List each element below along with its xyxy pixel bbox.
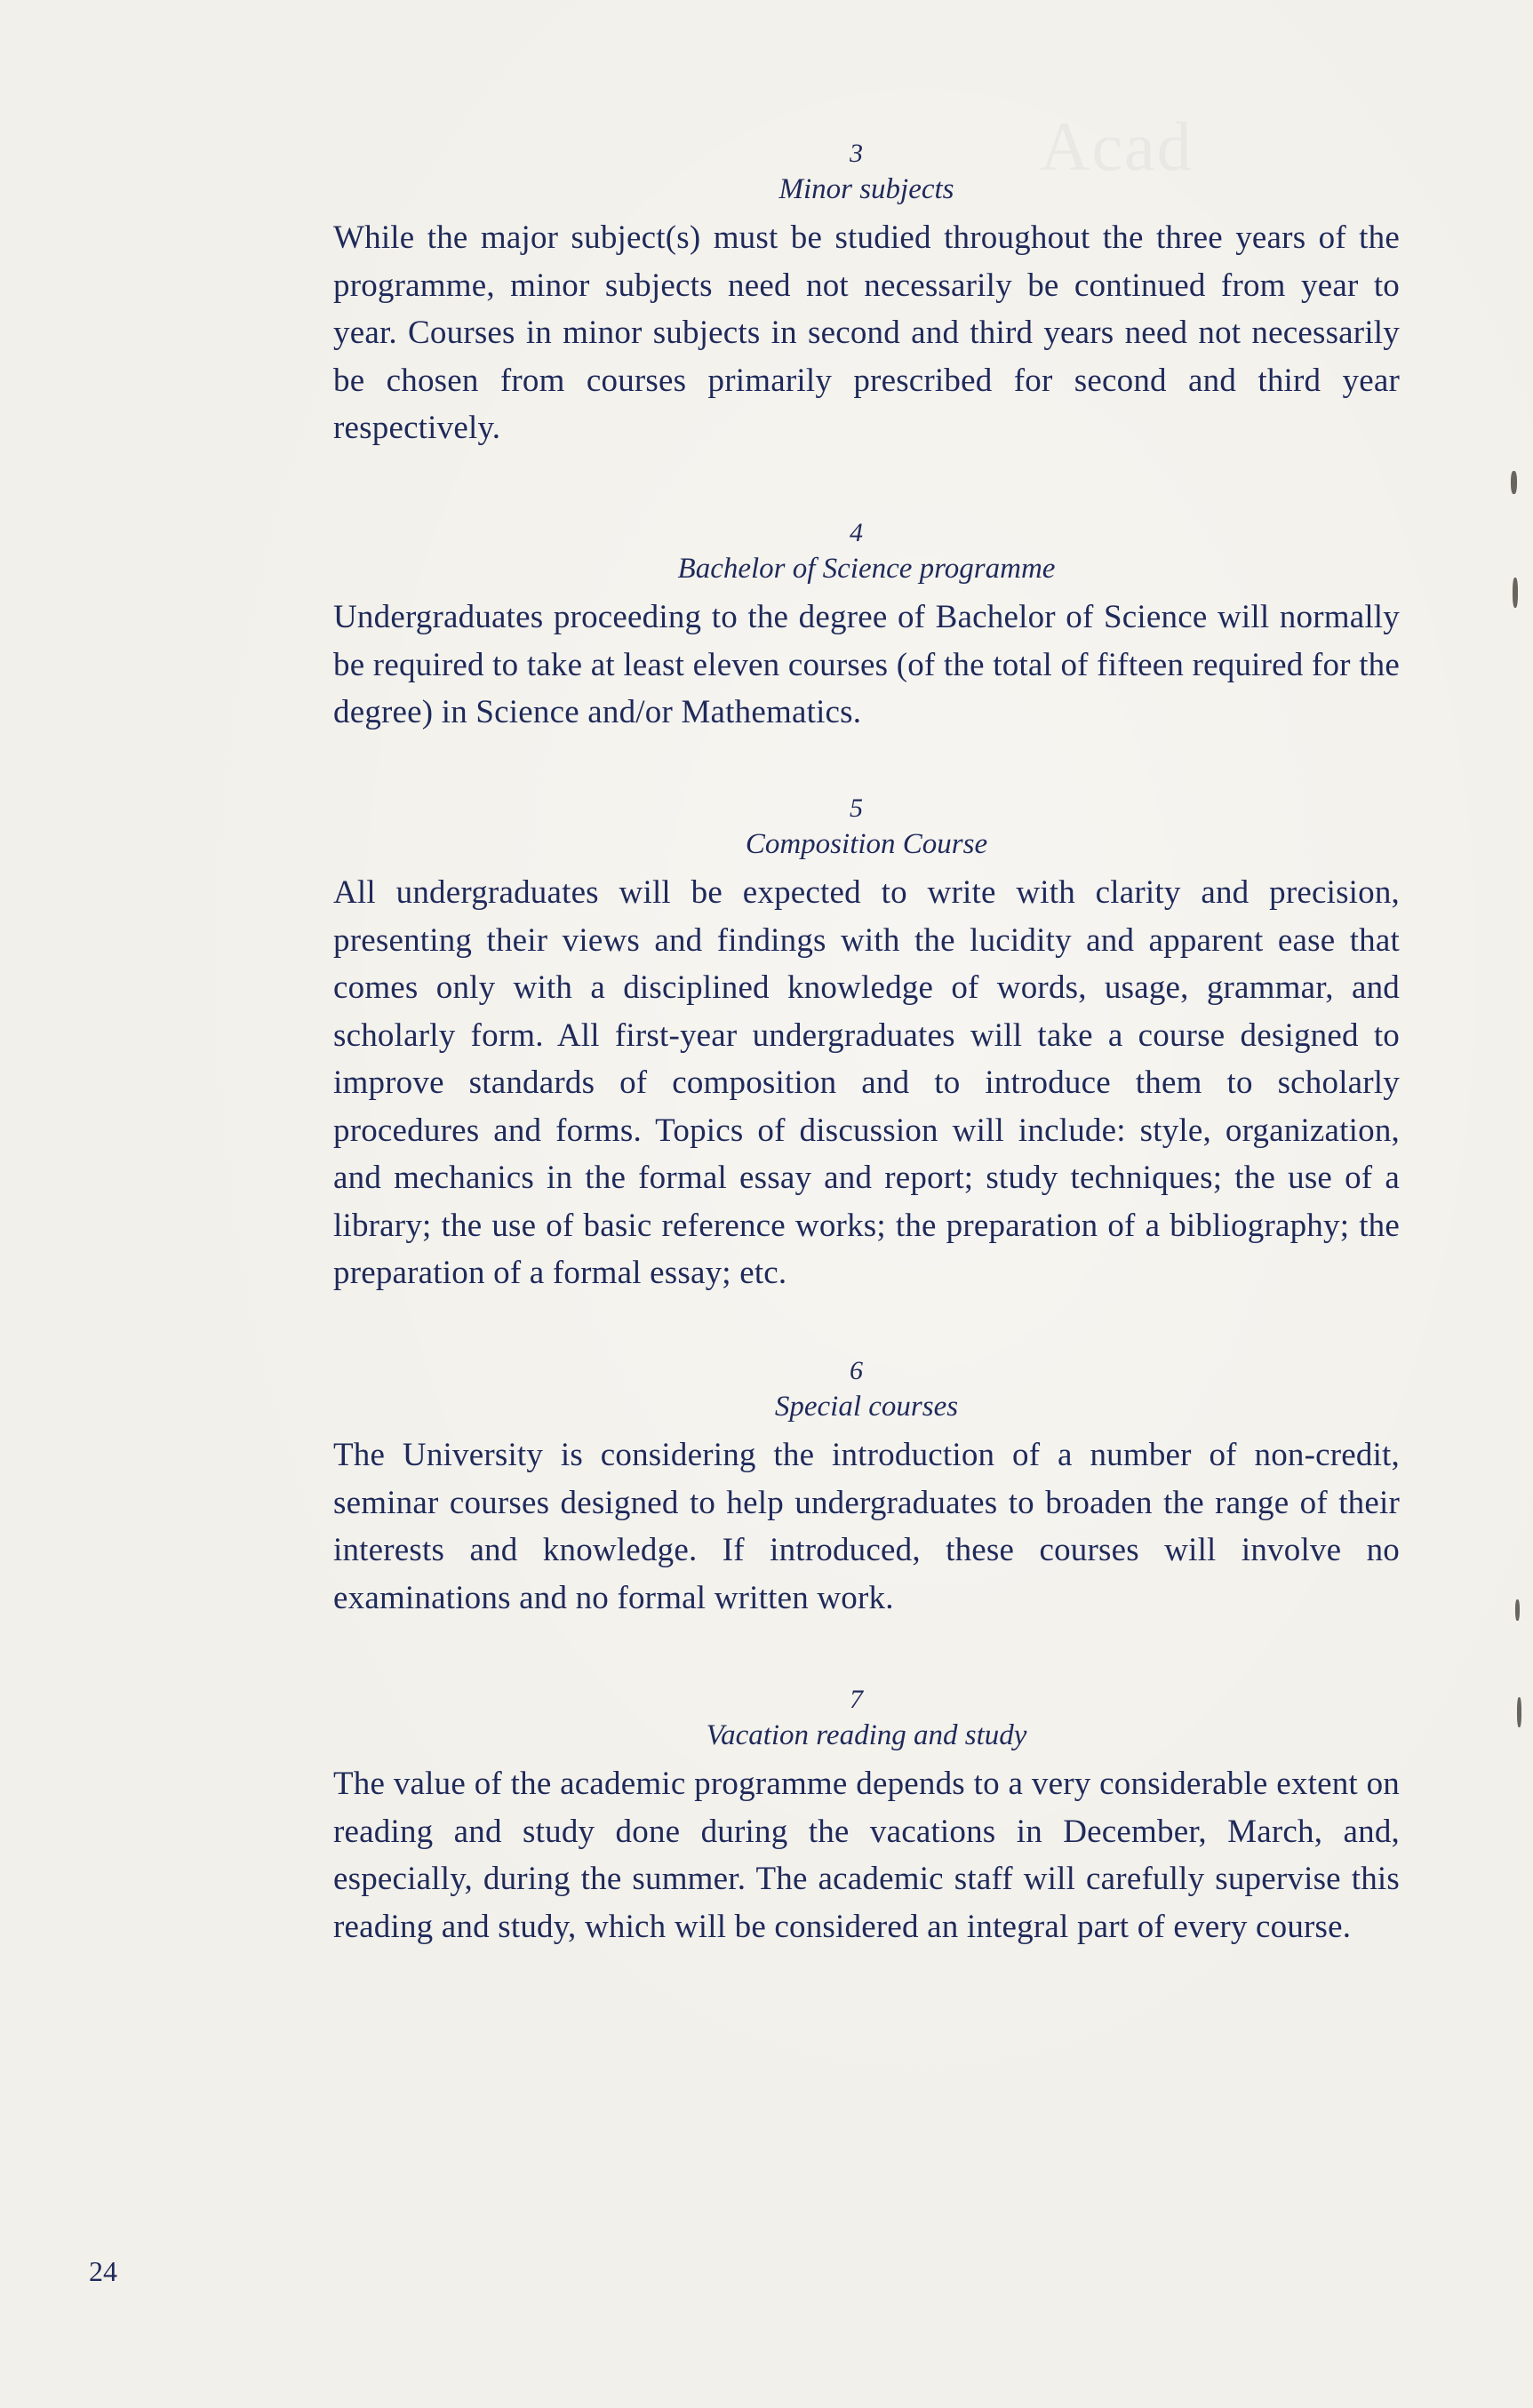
section-composition-course (333, 793, 1400, 1297)
section-minor-subjects (333, 138, 1400, 452)
section-title: Vacation reading and study (706, 1719, 1027, 1751)
page-number: 24 (89, 2255, 117, 2287)
paper-speck (1515, 1599, 1520, 1621)
section-number: 4 (850, 518, 863, 547)
section-number: 3 (850, 139, 863, 168)
section-vacation-reading (333, 1684, 1400, 1950)
section-title: Special courses (774, 1391, 959, 1423)
section-number: 6 (850, 1356, 863, 1385)
section-title: Minor subjects (778, 173, 954, 205)
section-number: 5 (850, 793, 863, 823)
section-special-courses (333, 1355, 1400, 1622)
section-body: All undergraduates will be expected to write with clarity and precision, presenting their views and findings with the lucidity and apparent ease that comes only with a disciplined knowledge of words, usage, grammar, and scholarly form. All first-year undergraduates will take a course designed to improve standards of composition and to introduce them to scholarly procedures and forms. Topics of discussion will include: style, organization, and mechanics in the formal essay and report; study techniques; the use of a library; the use of basic reference works; the preparation of a bibliography; the preparation of a formal essay; etc. (333, 874, 1400, 1291)
paper-speck (1511, 471, 1517, 494)
paper-speck (1513, 578, 1518, 608)
section-body: While the major subject(s) must be studied throughout the three years of the programme, minor subjects need not necessarily be continued from year to year. Courses in minor subjects in second and third years need not necessarily be chosen from courses primarily prescribed for second and third year respectively. (333, 219, 1400, 446)
paper-speck (1517, 1697, 1521, 1727)
section-title: Bachelor of Science programme (677, 553, 1056, 585)
section-number: 7 (850, 1685, 863, 1714)
section-body: The value of the academic programme depends to a very considerable extent on reading and study done during the vacations in December, March, and, especially, during the summer. The academic staff will carefully supervise this reading and study, which will be considered an integral part of every course. (333, 1766, 1400, 1945)
section-title: Composition Course (745, 828, 988, 860)
section-body: Undergraduates proceeding to the degree of Bachelor of Science will normally be required to take at least eleven courses (of the total of fifteen required for the degree) in Science and/or Mathematics. (333, 599, 1400, 730)
section-body: The University is considering the introduction of a number of non-credit, seminar courses designed to help undergraduates to broaden the range of their interests and knowledge. If introduced, these courses will involve no examinations and no formal written work. (333, 1437, 1400, 1616)
section-bachelor-of-science (333, 517, 1400, 737)
